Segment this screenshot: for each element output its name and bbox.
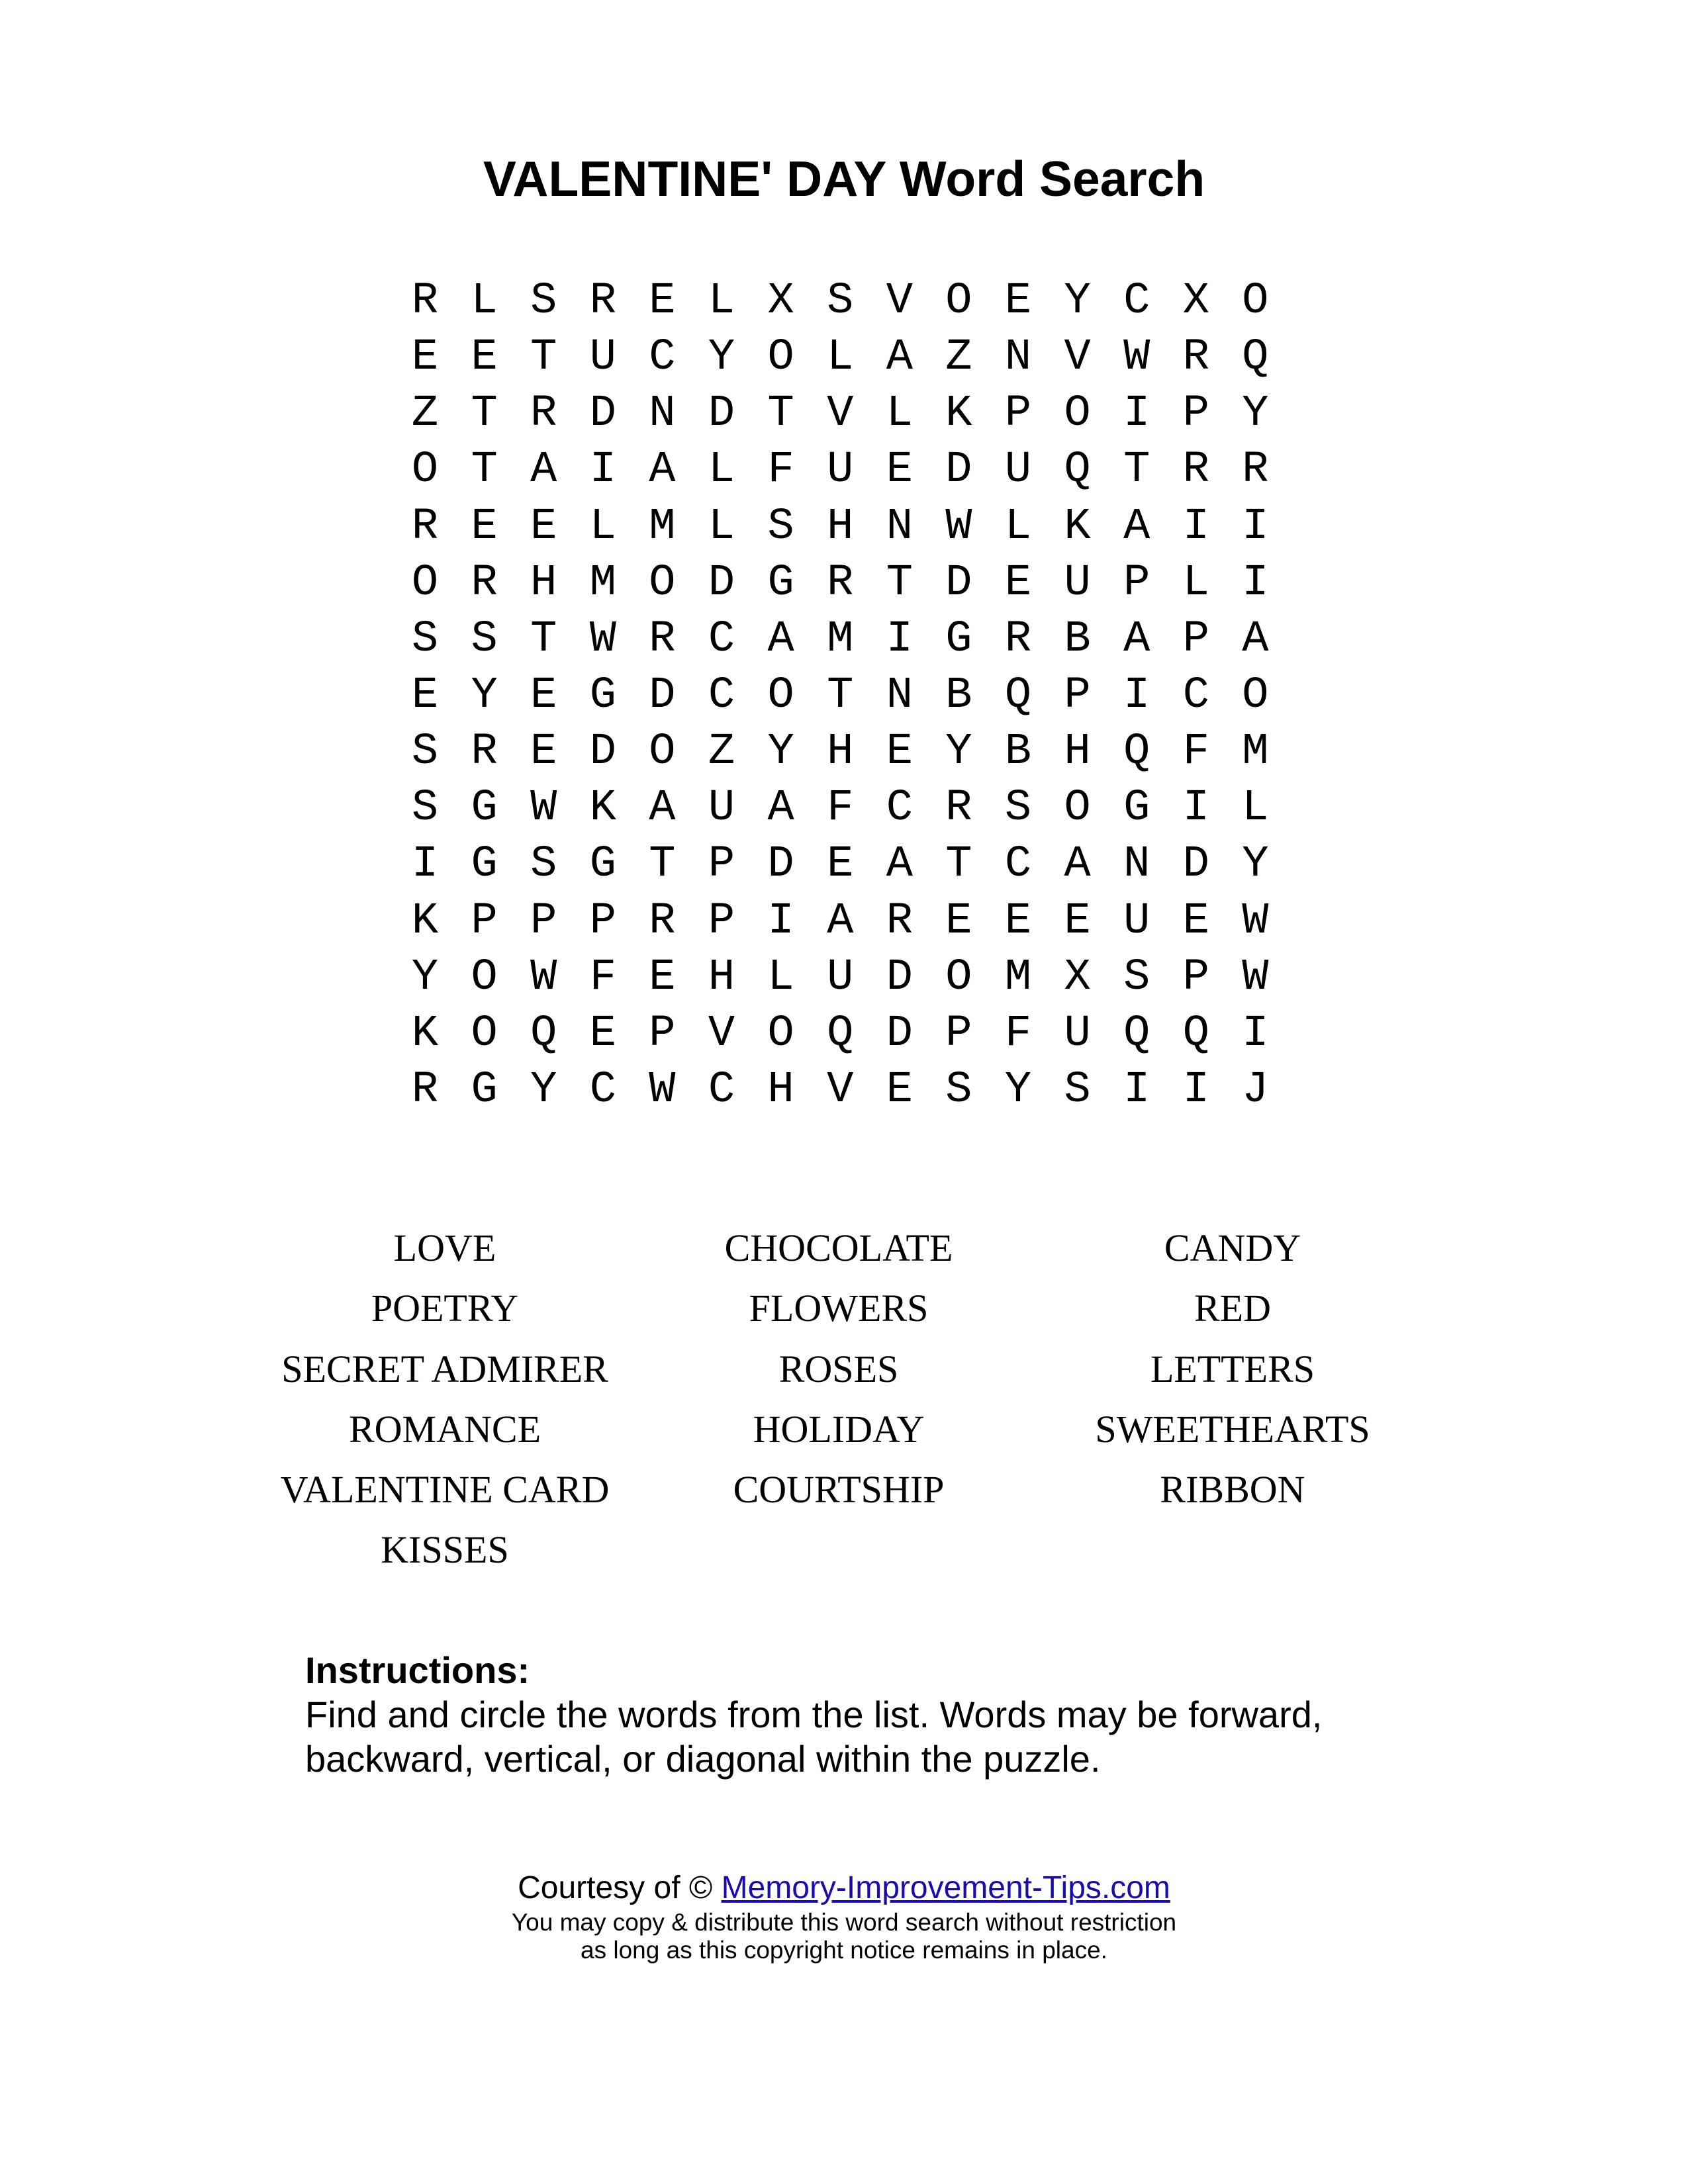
word-list-item: LOVE [393, 1226, 496, 1269]
grid-cell: E [649, 952, 676, 1003]
grid-cell: C [1123, 276, 1150, 326]
grid-cell: R [649, 614, 676, 664]
grid-row [0, 724, 1688, 780]
grid-cell: T [945, 839, 972, 890]
grid-cell: E [1182, 895, 1209, 946]
grid-cell: A [1242, 614, 1269, 664]
grid-row [0, 555, 1688, 612]
grid-cell: R [886, 895, 913, 946]
grid-cell: D [708, 557, 735, 608]
grid-cell: V [886, 276, 913, 326]
grid-cell: X [1182, 276, 1209, 326]
grid-cell: Y [1064, 276, 1091, 326]
grid-cell: T [767, 388, 794, 439]
word-list-item: SECRET ADMIRER [281, 1347, 608, 1390]
word-list-item: VALENTINE CARD [280, 1468, 610, 1512]
instructions-text-line-2: backward, vertical, or diagonal within the puzzle. [305, 1738, 1101, 1780]
grid-cell: A [649, 783, 676, 834]
grid-cell: I [1182, 501, 1209, 552]
grid-cell: S [767, 501, 794, 552]
grid-cell: O [767, 1008, 794, 1059]
grid-cell: E [411, 332, 439, 383]
grid-cell: I [1123, 388, 1150, 439]
grid-cell: P [1064, 670, 1091, 721]
grid-cell: P [471, 895, 498, 946]
grid-cell: M [1242, 727, 1269, 778]
grid-cell: N [1004, 332, 1032, 383]
grid-cell: D [886, 952, 913, 1003]
grid-cell: U [827, 952, 854, 1003]
grid-cell: L [1242, 783, 1269, 834]
grid-cell: N [1123, 839, 1150, 890]
grid-cell: V [827, 388, 854, 439]
grid-cell: T [1123, 445, 1150, 496]
grid-cell: E [649, 276, 676, 326]
grid-cell: S [411, 614, 439, 664]
grid-cell: Z [411, 388, 439, 439]
word-list-item: FLOWERS [749, 1287, 929, 1330]
grid-cell: X [767, 276, 794, 326]
grid-cell: O [649, 727, 676, 778]
grid-cell: V [827, 1064, 854, 1115]
grid-cell: Y [411, 952, 439, 1003]
grid-cell: A [530, 445, 557, 496]
grid-cell: L [886, 388, 913, 439]
grid-cell: O [471, 1008, 498, 1059]
grid-cell: N [886, 670, 913, 721]
grid-cell: F [827, 783, 854, 834]
grid-cell: W [1242, 952, 1269, 1003]
grid-cell: K [411, 895, 439, 946]
grid-cell: I [1242, 557, 1269, 608]
grid-cell: O [471, 952, 498, 1003]
word-list-column [1001, 1218, 1464, 1520]
grid-cell: U [827, 445, 854, 496]
grid-cell: R [530, 388, 557, 439]
grid-cell: M [1004, 952, 1032, 1003]
grid-row [0, 273, 1688, 330]
grid-cell: B [945, 670, 972, 721]
grid-cell: A [649, 445, 676, 496]
grid-cell: T [530, 332, 557, 383]
grid-cell: C [1182, 670, 1209, 721]
grid-cell: L [1004, 501, 1032, 552]
grid-cell: P [649, 1008, 676, 1059]
grid-cell: R [827, 557, 854, 608]
grid-cell: I [886, 614, 913, 664]
grid-cell: K [945, 388, 972, 439]
grid-cell: E [530, 501, 557, 552]
grid-cell: G [945, 614, 972, 664]
grid-cell: Y [1242, 839, 1269, 890]
grid-cell: O [1242, 670, 1269, 721]
page-title: VALENTINE' DAY Word Search [483, 151, 1205, 206]
grid-cell: H [827, 501, 854, 552]
grid-cell: Y [1004, 1064, 1032, 1115]
grid-cell: F [767, 445, 794, 496]
grid-cell: P [1182, 952, 1209, 1003]
grid-cell: Q [1242, 332, 1269, 383]
grid-row [0, 1006, 1688, 1062]
grid-cell: Y [1242, 388, 1269, 439]
grid-cell: R [411, 501, 439, 552]
grid-cell: Q [1123, 727, 1150, 778]
grid-cell: G [471, 839, 498, 890]
grid-cell: Z [708, 727, 735, 778]
grid-cell: E [1004, 276, 1032, 326]
grid-cell: A [767, 783, 794, 834]
grid-cell: Y [530, 1064, 557, 1115]
word-list-item: SWEETHEARTS [1095, 1407, 1370, 1451]
grid-cell: R [1182, 445, 1209, 496]
grid-cell: P [1182, 388, 1209, 439]
grid-cell: E [589, 1008, 616, 1059]
word-list-item: CANDY [1164, 1226, 1301, 1269]
grid-row [0, 893, 1688, 950]
grid-cell: G [471, 1064, 498, 1115]
grid-cell: Q [1123, 1008, 1150, 1059]
grid-cell: L [827, 332, 854, 383]
grid-cell: I [1123, 670, 1150, 721]
grid-cell: F [589, 952, 616, 1003]
grid-cell: C [589, 1064, 616, 1115]
instructions-text-line-1: Find and circle the words from the list. Words may be forward, [305, 1694, 1323, 1735]
word-list-item: HOLIDAY [753, 1407, 925, 1451]
grid-cell: I [767, 895, 794, 946]
grid-cell: D [886, 1008, 913, 1059]
grid-cell: G [1123, 783, 1150, 834]
grid-cell: R [471, 557, 498, 608]
credit-line [0, 1868, 1688, 1909]
grid-cell: A [827, 895, 854, 946]
grid-cell: P [589, 895, 616, 946]
grid-cell: O [411, 445, 439, 496]
grid-cell: D [767, 839, 794, 890]
grid-cell: E [471, 332, 498, 383]
grid-row [0, 780, 1688, 837]
grid-cell: R [411, 1064, 439, 1115]
copyright-notice-line-1: You may copy & distribute this word search without restriction [511, 1909, 1177, 1936]
word-list-item: CHOCOLATE [724, 1226, 953, 1269]
word-list-item: RED [1194, 1287, 1271, 1330]
grid-cell: Q [827, 1008, 854, 1059]
grid-cell: L [708, 445, 735, 496]
word-search-grid [0, 273, 1688, 1118]
grid-cell: U [1064, 1008, 1091, 1059]
grid-cell: W [1123, 332, 1150, 383]
grid-cell: X [1064, 952, 1091, 1003]
grid-row [0, 386, 1688, 442]
grid-cell: I [411, 839, 439, 890]
grid-row [0, 837, 1688, 893]
grid-cell: S [945, 1064, 972, 1115]
grid-cell: Q [1004, 670, 1032, 721]
grid-cell: S [471, 614, 498, 664]
grid-cell: O [649, 557, 676, 608]
grid-cell: P [945, 1008, 972, 1059]
grid-cell: E [1064, 895, 1091, 946]
grid-cell: M [649, 501, 676, 552]
grid-cell: D [708, 388, 735, 439]
grid-row [0, 612, 1688, 668]
grid-cell: E [886, 1064, 913, 1115]
grid-cell: E [1004, 557, 1032, 608]
grid-cell: R [1182, 332, 1209, 383]
grid-cell: W [649, 1064, 676, 1115]
grid-cell: A [1064, 839, 1091, 890]
grid-cell: J [1242, 1064, 1269, 1115]
grid-cell: M [827, 614, 854, 664]
grid-cell: I [1182, 1064, 1209, 1115]
grid-cell: A [767, 614, 794, 664]
grid-cell: D [1182, 839, 1209, 890]
grid-cell: P [1123, 557, 1150, 608]
grid-row [0, 1062, 1688, 1118]
grid-cell: A [1123, 614, 1150, 664]
grid-cell: S [411, 783, 439, 834]
grid-cell: K [589, 783, 616, 834]
grid-row [0, 499, 1688, 555]
grid-cell: H [1064, 727, 1091, 778]
word-list-item: POETRY [371, 1287, 519, 1330]
grid-cell: E [1004, 895, 1032, 946]
grid-cell: C [708, 1064, 735, 1115]
grid-cell: L [767, 952, 794, 1003]
grid-cell: U [589, 332, 616, 383]
grid-cell: W [945, 501, 972, 552]
credit-link[interactable]: Memory-Improvement-Tips.com [721, 1870, 1170, 1905]
credit-prefix: Courtesy of © [518, 1870, 713, 1905]
grid-cell: H [827, 727, 854, 778]
word-list-item: ROSES [778, 1347, 899, 1390]
grid-cell: U [1064, 557, 1091, 608]
grid-cell: T [886, 557, 913, 608]
grid-cell: P [708, 839, 735, 890]
word-list-item: COURTSHIP [733, 1468, 945, 1512]
grid-cell: E [530, 670, 557, 721]
grid-cell: D [589, 388, 616, 439]
grid-cell: L [589, 501, 616, 552]
grid-cell: L [708, 276, 735, 326]
grid-cell: I [1182, 783, 1209, 834]
instructions [305, 1648, 1430, 1781]
grid-cell: C [708, 670, 735, 721]
grid-cell: P [1182, 614, 1209, 664]
grid-cell: S [827, 276, 854, 326]
word-list-item: LETTERS [1150, 1347, 1315, 1390]
grid-cell: O [945, 952, 972, 1003]
grid-cell: T [649, 839, 676, 890]
grid-cell: E [530, 727, 557, 778]
grid-cell: Y [708, 332, 735, 383]
grid-cell: Y [767, 727, 794, 778]
grid-cell: G [767, 557, 794, 608]
grid-cell: V [1064, 332, 1091, 383]
grid-cell: D [945, 445, 972, 496]
grid-cell: G [589, 839, 616, 890]
grid-row [0, 668, 1688, 724]
grid-cell: A [1123, 501, 1150, 552]
grid-cell: S [1004, 783, 1032, 834]
grid-cell: O [1064, 388, 1091, 439]
grid-cell: G [589, 670, 616, 721]
credit-block [0, 1868, 1688, 1964]
grid-cell: N [649, 388, 676, 439]
grid-cell: H [530, 557, 557, 608]
grid-cell: U [708, 783, 735, 834]
grid-cell: V [708, 1008, 735, 1059]
grid-cell: E [945, 895, 972, 946]
grid-cell: O [1064, 783, 1091, 834]
grid-cell: K [411, 1008, 439, 1059]
grid-cell: R [471, 727, 498, 778]
grid-cell: D [945, 557, 972, 608]
grid-cell: O [411, 557, 439, 608]
grid-cell: O [945, 276, 972, 326]
grid-row [0, 442, 1688, 498]
grid-cell: O [767, 332, 794, 383]
grid-cell: S [1123, 952, 1150, 1003]
grid-cell: I [589, 445, 616, 496]
grid-cell: Q [530, 1008, 557, 1059]
grid-cell: R [1004, 614, 1032, 664]
grid-cell: R [589, 276, 616, 326]
grid-cell: R [411, 276, 439, 326]
grid-cell: I [1123, 1064, 1150, 1115]
grid-cell: Y [945, 727, 972, 778]
grid-cell: U [1004, 445, 1032, 496]
grid-cell: S [530, 276, 557, 326]
grid-cell: N [886, 501, 913, 552]
grid-cell: P [530, 895, 557, 946]
grid-cell: A [886, 839, 913, 890]
grid-cell: C [1004, 839, 1032, 890]
grid-cell: G [471, 783, 498, 834]
grid-cell: E [886, 445, 913, 496]
grid-cell: S [530, 839, 557, 890]
grid-cell: T [471, 445, 498, 496]
grid-cell: I [1242, 1008, 1269, 1059]
grid-cell: C [649, 332, 676, 383]
grid-cell: Y [471, 670, 498, 721]
grid-cell: O [767, 670, 794, 721]
grid-cell: B [1064, 614, 1091, 664]
grid-cell: L [471, 276, 498, 326]
grid-cell: E [471, 501, 498, 552]
grid-cell: W [530, 952, 557, 1003]
grid-cell: L [708, 501, 735, 552]
grid-cell: W [1242, 895, 1269, 946]
grid-cell: R [649, 895, 676, 946]
grid-cell: B [1004, 727, 1032, 778]
grid-cell: D [589, 727, 616, 778]
grid-cell: R [1242, 445, 1269, 496]
grid-cell: S [1064, 1064, 1091, 1115]
grid-cell: W [530, 783, 557, 834]
grid-cell: M [589, 557, 616, 608]
copyright-notice-line-2: as long as this copyright notice remains in place. [581, 1936, 1107, 1964]
grid-cell: L [1182, 557, 1209, 608]
grid-cell: F [1182, 727, 1209, 778]
grid-row [0, 330, 1688, 386]
grid-cell: H [708, 952, 735, 1003]
grid-cell: A [886, 332, 913, 383]
grid-cell: F [1004, 1008, 1032, 1059]
instructions-heading: Instructions: [305, 1649, 530, 1691]
grid-cell: K [1064, 501, 1091, 552]
grid-cell: P [1004, 388, 1032, 439]
grid-cell: O [1242, 276, 1269, 326]
word-list-item: ROMANCE [348, 1407, 541, 1451]
grid-cell: T [827, 670, 854, 721]
grid-cell: W [589, 614, 616, 664]
grid-cell: Z [945, 332, 972, 383]
grid-row [0, 950, 1688, 1006]
grid-cell: S [411, 727, 439, 778]
grid-cell: C [886, 783, 913, 834]
grid-cell: R [945, 783, 972, 834]
grid-cell: E [886, 727, 913, 778]
grid-cell: I [1242, 501, 1269, 552]
grid-cell: P [708, 895, 735, 946]
grid-cell: U [1123, 895, 1150, 946]
grid-cell: Q [1064, 445, 1091, 496]
grid-cell: C [708, 614, 735, 664]
grid-cell: H [767, 1064, 794, 1115]
grid-cell: Q [1182, 1008, 1209, 1059]
grid-cell: E [411, 670, 439, 721]
grid-cell: D [649, 670, 676, 721]
grid-cell: T [530, 614, 557, 664]
grid-cell: E [827, 839, 854, 890]
word-list-item: KISSES [381, 1528, 509, 1572]
word-list-item: RIBBON [1160, 1468, 1305, 1512]
grid-cell: T [471, 388, 498, 439]
